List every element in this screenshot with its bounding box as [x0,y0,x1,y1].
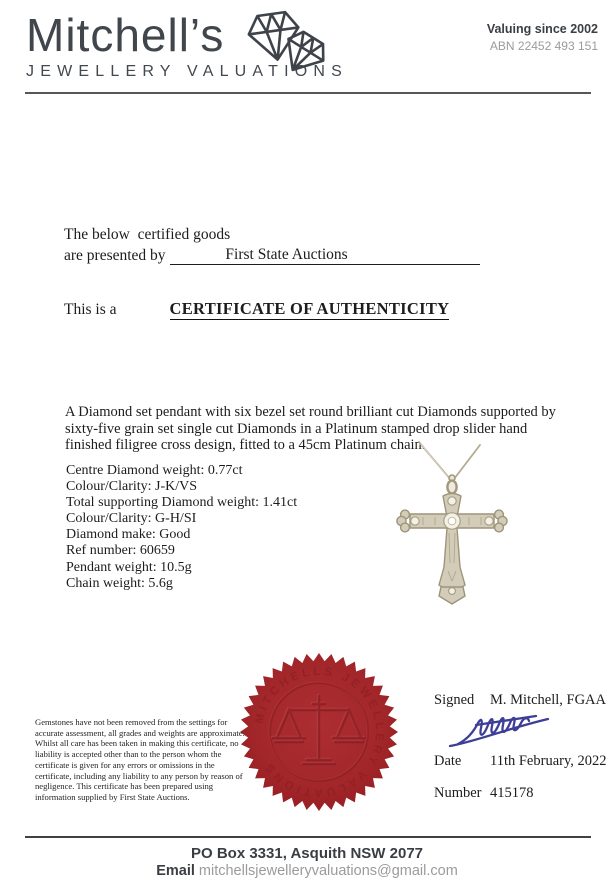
header-divider [25,92,591,94]
number-row [434,785,609,802]
abn-number: ABN 22452 493 151 [489,39,598,53]
footer-email-label: Email [156,863,195,879]
weights-list [66,560,192,592]
detail-line: Colour/Clarity: J-K/VS [66,479,198,494]
disclaimer-text: Gemstones have not been removed from the settings for accurate assessment, all grades and weights are approximate. Whilst all care has been taken in making this certificate, no liability is accepted other than to the person whom the certificate is given for any errors or omissions in the certificate, including any liability to any person by reason of negligence. This certificate has been prepared using information supplied by First State Auctions. [35,717,245,802]
signature-block [434,692,609,802]
presented-by-underline [170,246,480,265]
wax-seal [239,650,399,814]
footer-email-value: mitchellsjewelleryvaluations@gmail.com [198,863,458,879]
date-row [434,753,609,770]
statement-prefix: This is a [64,301,117,318]
footer-address: PO Box 3331, Asquith NSW 2077 [190,845,424,862]
diamonds-logo-icon [243,6,329,88]
header-right [487,22,598,53]
weight-line: Chain weight: 5.6g [66,576,173,591]
intro-line: The below certified goods [64,226,231,243]
certificate-title: CERTIFICATE OF AUTHENTICITY [169,299,450,318]
tagline: Valuing since 2002 [486,22,598,36]
presented-by-row [64,246,480,265]
item-description: A Diamond set pendant with six bezel set round brilliant cut Diamonds supported by sixty-five grain set single cut Diamonds in a Platinum stamped drop slider hand finished filigree cross design, fitted to a 45cm Platinum chain. [65,404,556,453]
detail-line: Colour/Clarity: G-H/SI [66,511,197,526]
signed-row [434,692,609,709]
brand-subtitle: JEWELLERY VALUATIONS [26,63,348,80]
date-label: Date [434,753,462,769]
number-value: 415178 [490,785,534,801]
presented-by-prefix: are presented by [64,247,166,264]
detail-line: Total supporting Diamond weight: 1.41ct [66,495,298,510]
number-label: Number [434,785,482,801]
weight-line: Pendant weight: 10.5g [66,560,192,575]
detail-line: Centre Diamond weight: 0.77ct [66,463,243,478]
statement-row [64,299,449,319]
date-value: 11th February, 2022 [490,753,607,769]
signature-scrawl [448,713,552,749]
detail-line: Diamond make: Good [66,527,191,542]
signed-label: Signed [434,692,475,708]
detail-line: Ref number: 60659 [66,543,175,558]
footer-email [0,863,614,879]
diamond-details-list [66,463,297,559]
footer-divider [25,836,591,838]
brand-name: Mitchell’s [26,9,225,61]
seal-emboss-text: MITCHELLS JEWELLERY VALUATIONS [253,665,386,799]
presented-by-value: First State Auctions [225,246,348,263]
signed-value: M. Mitchell, FGAA [490,692,606,708]
pendant-photo [393,441,511,615]
